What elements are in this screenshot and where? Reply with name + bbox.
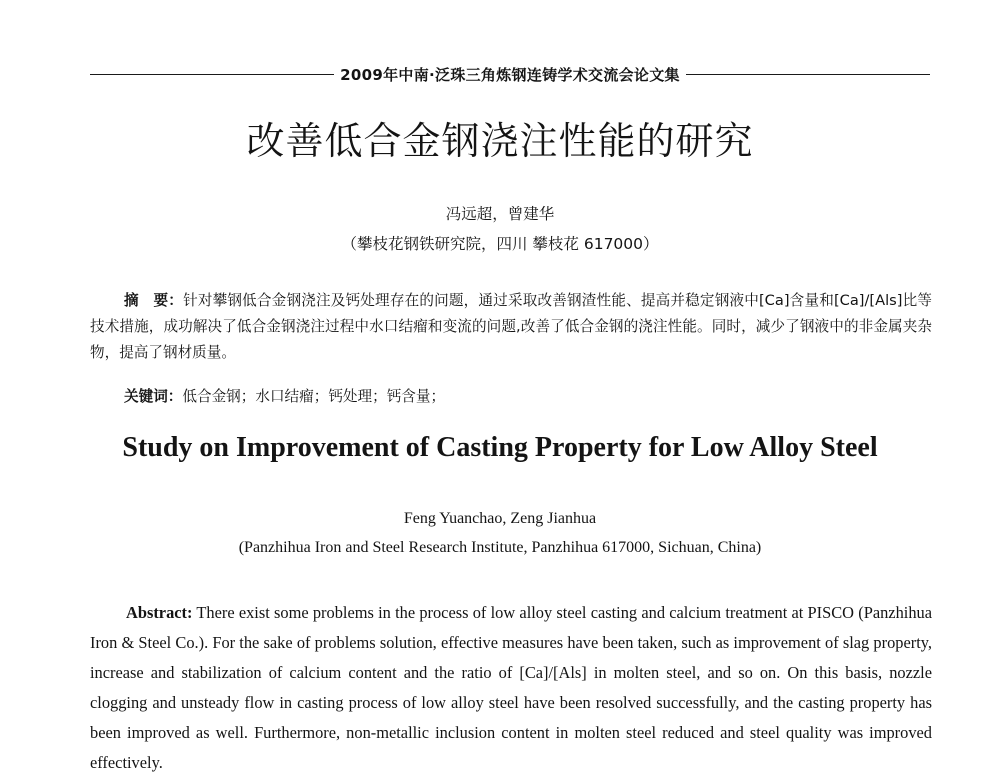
authors-chinese: 冯远超，曾建华 xyxy=(445,205,555,223)
abstract-chinese-text: 针对攀钢低合金钢浇注及钙处理存在的问题，通过采取改善钢渣性能、提高并稳定钢液中[Ca]含量和[Ca]/[Als]比等技术措施，成功解决了低合金钢浇注过程中水口结瘤和变流的问题,改善了低合金钢的浇注性能。同时，减少了钢液中的非金属夹杂物，提高了钢材质量。 xyxy=(90,292,932,361)
abstract-english xyxy=(90,598,932,778)
keywords-chinese-label: 关键词： xyxy=(124,388,183,405)
running-header-text: 2009年中南·泛珠三角炼钢连铸学术交流会论文集 xyxy=(340,65,680,84)
affiliation-chinese: （攀枝花钢铁研究院，四川 攀枝花 617000） xyxy=(341,235,659,253)
keywords-chinese-text: 低合金钢；水口结瘤；钙处理；钙含量； xyxy=(182,388,446,405)
paper-title-chinese: 改善低合金钢浇注性能的研究 xyxy=(246,119,754,163)
abstract-chinese xyxy=(90,288,932,366)
keywords-chinese xyxy=(124,385,924,406)
running-header xyxy=(90,64,930,84)
affiliation-english: (Panzhihua Iron and Steel Research Institute, Panzhihua 617000, Sichuan, China) xyxy=(238,539,762,556)
abstract-english-label: Abstract: xyxy=(126,603,193,622)
authors-english: Feng Yuanchao, Zeng Jianhua xyxy=(403,510,597,527)
paper-title-english: Study on Improvement of Casting Property for Low Alloy Steel xyxy=(122,432,878,463)
abstract-chinese-label: 摘 要： xyxy=(124,292,184,309)
abstract-english-text: There exist some problems in the process of low alloy steel casting and calcium treatment at PISCO (Panzhihua Iron & Steel Co.). For the sake of problems solution, effective measures have been taken, such as improvement of slag property, increase and stabilization of calcium content and the ratio of [Ca]/[Als] in molten steel, and so on. On this basis, nozzle clogging and unsteady flow in casting process of low alloy steel have been resolved successfully, and the casting property has been improved as well. Furthermore, non-metallic inclusion content in molten steel reduced and steel quality was improved effectively. xyxy=(90,603,932,772)
header-rule-left xyxy=(90,74,334,75)
header-rule-right xyxy=(686,74,930,75)
